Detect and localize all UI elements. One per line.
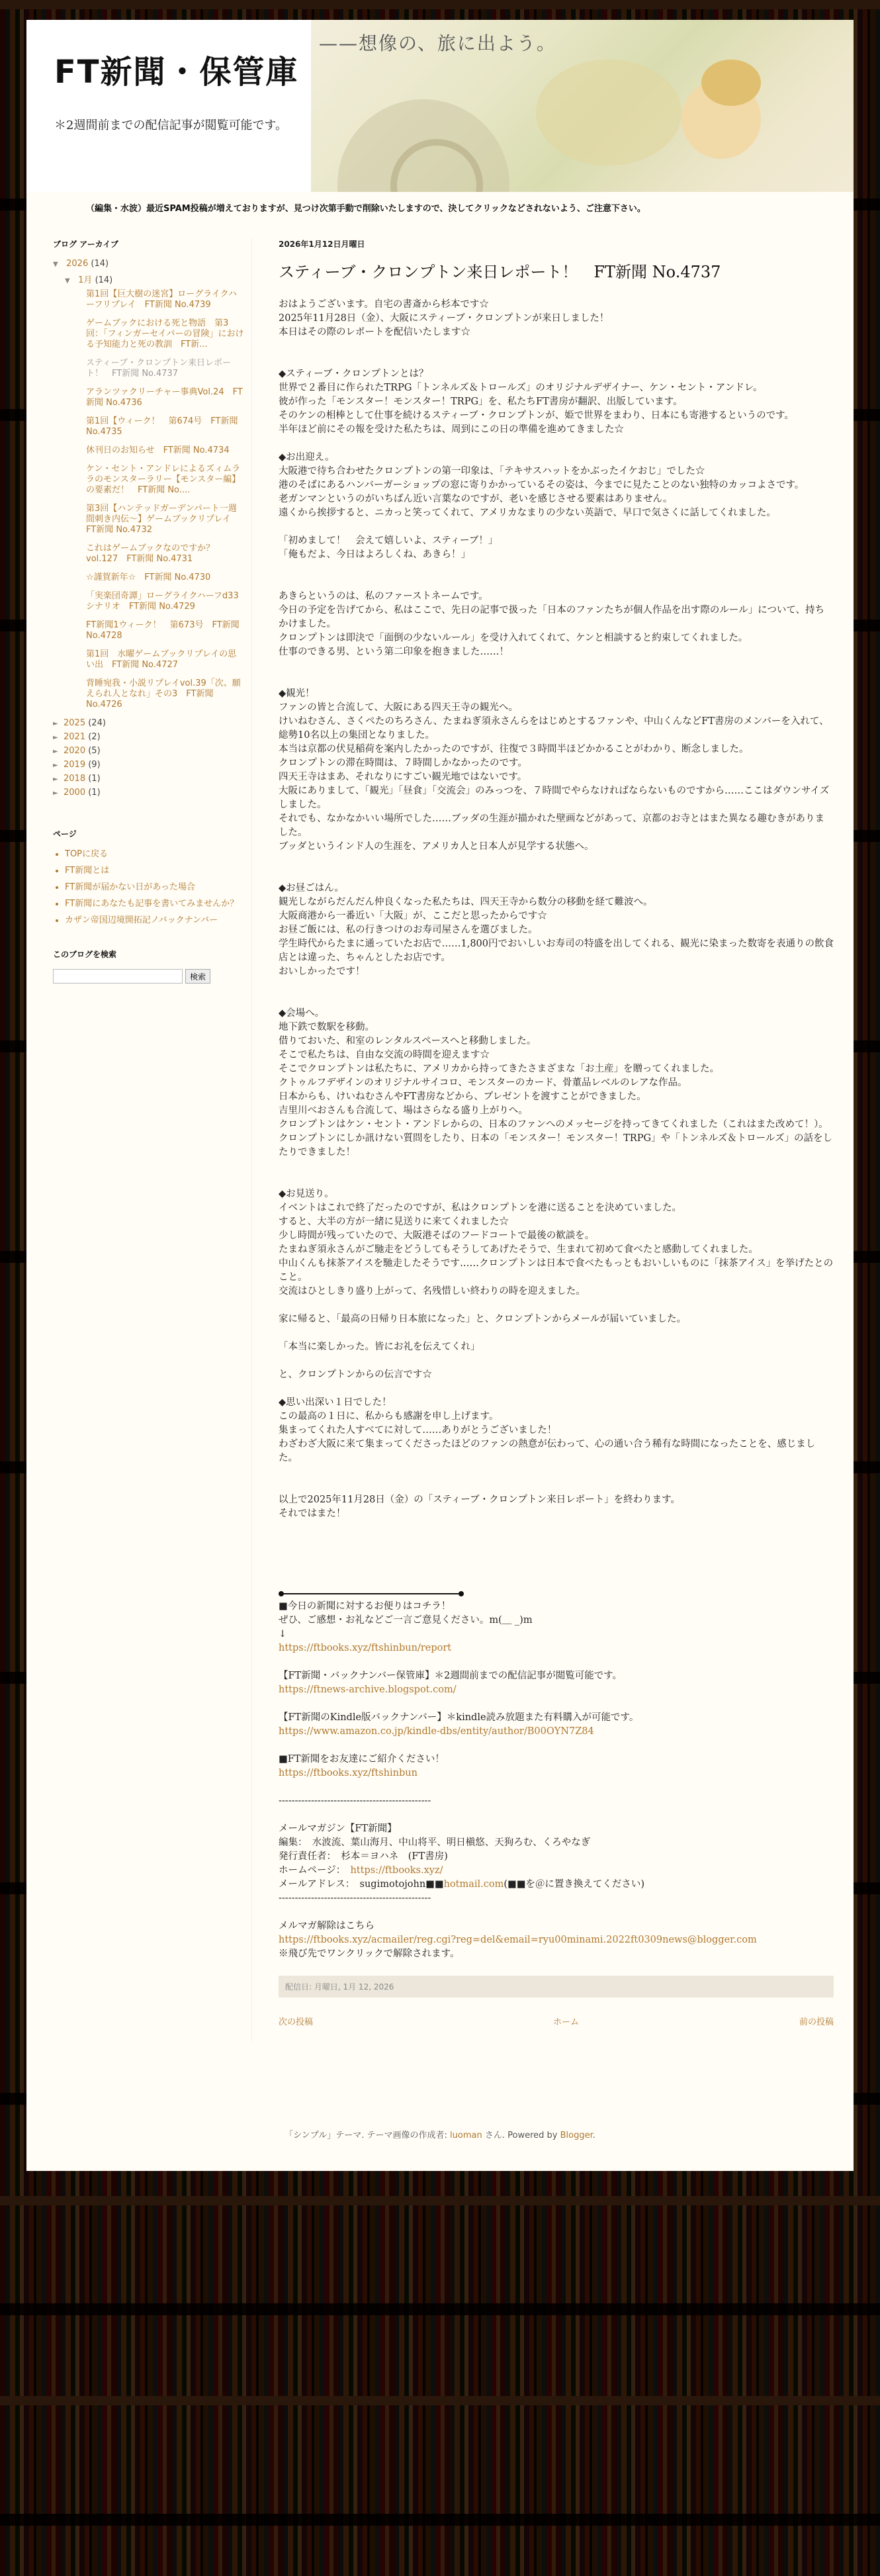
archive-year[interactable] [53, 788, 245, 798]
archive-post-link[interactable]: 第1回【ウィーク！ 第674号 FT新聞 No.4735 [86, 416, 238, 437]
post-paragraph: 「初めまして！ 会えて嬉しいよ、スティーブ！」 「俺もだよ、今日はよろしくね、あきら！」 [279, 535, 498, 560]
post-paragraph: 以上で2025年11月28日（金）の「スティーブ・クロンプトン来日レポート」を終わります。 それではまた！ [279, 1495, 680, 1519]
newsletter-block [279, 1753, 834, 1780]
page-link[interactable]: • FT新聞が届かない日があった場合 [65, 882, 245, 893]
archive-post-link[interactable]: 第3回【ハンテッドガーデンパート一週間刺き内伝〜】ゲームブックリプレイ FT新聞 No.4732 [86, 504, 240, 535]
blog-header [26, 20, 854, 192]
post-paragraph: 家に帰ると、「最高の日帰り日本旅になった」と、クロンプトンからメールが届いていました。 [279, 1314, 686, 1324]
pages-list [53, 849, 245, 926]
post-date: 2026年1月12日月曜日 [279, 240, 365, 249]
post-paragraph: 「本当に楽しかった。皆にお礼を伝えてくれ」 [279, 1342, 480, 1352]
notice-bar [26, 192, 854, 225]
page-link[interactable]: • TOPに戻る [65, 849, 245, 860]
archive-count: (14) [95, 275, 113, 285]
newsletter-block-link[interactable]: https://ftbooks.xyz/ftshinbun [279, 1768, 418, 1778]
post-body [279, 298, 834, 1961]
sidebar [53, 238, 245, 984]
main-content [251, 238, 834, 2041]
posted-date[interactable]: 配信日: 月曜日, 1月 12, 2026 [285, 1982, 394, 1992]
magazine-info-line: 発行責任者： 杉本＝ヨハネ (FT書房) [279, 1851, 448, 1862]
older-post-link[interactable]: 前の投稿 [799, 2017, 834, 2027]
unsubscribe-label: メルマガ解除はこちら [279, 1921, 374, 1931]
archive-post-link[interactable]: アランツァクリーチャー事典Vol.24 FT新聞 No.4736 [86, 387, 243, 408]
search-input[interactable] [53, 969, 183, 984]
archive-count: (5) [88, 746, 101, 756]
blog-title[interactable]: FT新聞・保管庫 [54, 54, 299, 91]
collapsed-triangle-icon[interactable]: ► [53, 762, 58, 769]
post-paragraph: おはようございます。自宅の書斎から杉本です☆ 2025年11月28日（金）、大阪にスティーブ・クロンプトンが来日しました！ 本日はその際のレポートを配信いたします☆ [279, 299, 609, 338]
page-link[interactable]: • FT新聞とは [65, 865, 245, 876]
post-paragraph: ◆思い出深い１日でした！ この最高の１日に、私からも感謝を申し上げます。 集まってくれた人すべてに対して……ありがとうございました！ わざわざ大阪に来て集まってくださったほどのファンの熱意が伝わって、心の通い合う稀有な時間になったことを、感じました。 [279, 1397, 816, 1463]
blogger-link[interactable]: Blogger [560, 2131, 593, 2140]
post-paragraph: ◆スティーブ・クロンプトンとは？ 世界で２番目に作られたTRPG「トンネルズ＆トロールズ」のオリジナルデザイナー、ケン・セント・アンドレ。 彼が作った「モンスター！モンスター！TRPG」を、私たちFT書房が翻訳、出版しています。 そのケンの相棒として仕事を続けるスティーブ・クロンプトンが、姫で世界をまわり、日本にも寄港するというのです。 半年ほど前にその報を受けた私たちは、周到にこの日の準備を進めてきました☆ [279, 369, 794, 435]
mail-link[interactable]: hotmail.com [443, 1879, 504, 1890]
archive-month-link[interactable]: 1月 [78, 275, 93, 285]
post-footer [279, 1976, 834, 1998]
attribution-text: さん. Powered by [482, 2131, 560, 2140]
search-button[interactable]: 検索 [185, 969, 210, 984]
post-paragraph: ◆会場へ。 地下鉄で数駅を移動。 借りておいた、和室のレンタルスペースへと移動しました。 そこで私たちは、自由な交流の時間を迎えます☆ そこでクロンプトンは私たちに、アメリカから持ってきたさまざまな「お土産」を贈ってくれました。 クトゥルフデザインのオリジナルサイコロ、モンスターのカード、骨董品レベルのレアな作品。 日本からも、けいねむさんやFT書房などから、プレゼントを渡すことができました。 吉里川べおさんも合流して、場はさらなる盛り上がりへ。 クロンプトンはケン・セント・アンドレからの、日本のファンへのメッセージを持ってきてくれました（これはまた改めて！）。 クロンプトンにしか訊けない質問をしたり、日本の「モンスター！モンスター！TRPG」や「トンネルズ＆トロールズ」の話をしたりできました！ [279, 1008, 832, 1158]
archive-post-list [86, 289, 245, 710]
newsletter-block-link[interactable]: https://ftnews-archive.blogspot.com/ [279, 1684, 457, 1695]
search-heading: このブログを検索 [53, 950, 117, 959]
newsletter-block-text: ■FT新聞をお友達にご紹介ください！ [279, 1754, 445, 1765]
archive-year[interactable] [53, 774, 245, 784]
mail-label: メールアドレス： sugimotojohn [279, 1879, 426, 1890]
archive-post-link[interactable]: ケン・セント・アンドレによるズィムララのモンスターラリー【モンスター編】の要素だ！ FT新聞 No.... [86, 464, 241, 495]
character-hair-illustration [701, 60, 761, 106]
archive-post-link[interactable]: これはゲームブックなのですか？ vol.127 FT新聞 No.4731 [86, 543, 224, 564]
magazine-info [279, 1822, 834, 1864]
bookshelf-band [0, 2396, 880, 2405]
newsletter-block [279, 1711, 834, 1739]
post-paragraph: ◆お見送り。 イベントはこれで終了だったのですが、私はクロンプトンを港に送ることを決めていました。 すると、大半の方が一緒に見送りに来てくれました☆ 少し時間が残っていたので、大阪港そばのフードコートで最後の歓談を。 たまねぎ須永さんがご馳走をどうしてもそうしてあげたそうで、生まれて初めて食べたと感動してくれました。 中山くんも抹茶アイスを馳走したそうです……クロンプトンは日本で食べたもっともおいしいものに「抹茶アイス」を挙げたとのこと。 交流はひとしきり盛り上がって、名残惜しい終わりの時を迎えました。 [279, 1189, 834, 1297]
page-link[interactable]: • FT新聞にあなたも記事を書いてみませんか？ [65, 898, 245, 909]
magazine-info-line: メールマガジン【FT新聞】 [279, 1823, 397, 1834]
header-image [311, 20, 854, 192]
newsletter-block-text: 【FT新聞のKindle版バックナンバー】＊kindle読み放題また有料購入が可能です。 [279, 1712, 639, 1723]
archive-post-link[interactable]: 第1回 水曜ゲームブックリプレイの思い出 FT新聞 No.4727 [86, 649, 237, 670]
collapsed-triangle-icon[interactable]: ► [53, 734, 58, 741]
archive-year-link[interactable]: 2020 [64, 746, 86, 756]
expand-triangle-icon[interactable]: ▼ [53, 261, 58, 268]
post-paragraphs [279, 298, 834, 1521]
archive-year[interactable] [53, 746, 245, 756]
newsletter-block [279, 1669, 834, 1697]
post-paragraph: あきらというのは、私のファーストネームです。 今日の予定を告げてから、私はここで、先日の記事で扱った「日本のファンたちが個人作品を出す際のルール」について、持ちかけました。 クロンプトンは即決で「面倒の少ないルール」を受け入れてくれて、ケンと相談すると約束してくれました。 仕事のできる男、という第二印象を抱きました……！ [279, 591, 825, 657]
newsletter-block-text: 【FT新聞・バックナンバー保管庫】＊2週間前までの配信記事が閲覧可能です。 [279, 1671, 623, 1681]
unsubscribe-note: ※飛び先でワンクリックで解除されます。 [279, 1949, 460, 1959]
newsletter-block-link[interactable]: https://www.amazon.co.jp/kindle-dbs/entity/author/B00OYN7Z84 [279, 1726, 594, 1737]
collapsed-triangle-icon[interactable]: ► [53, 720, 58, 727]
flower-illustration [536, 60, 682, 165]
homepage-label: ホームページ： [279, 1865, 351, 1876]
separator-line: ----------------------------------------------- [279, 1893, 431, 1904]
archive-post-link[interactable]: スティーブ・クロンプトン来日レポート！ FT新聞 No.4737 [86, 358, 232, 379]
archive-year-link[interactable]: 2021 [64, 732, 86, 742]
archive-heading: ブログ アーカイブ [53, 240, 118, 249]
archive-year-link[interactable]: 2025 [64, 718, 86, 728]
mail-suffix: (■■を＠に置き換えてください) [504, 1879, 645, 1890]
archive-count: (24) [88, 718, 106, 728]
archive-post-link[interactable]: 第1回【巨大樹の迷宮】ローグライクハーフリプレイ FT新聞 No.4739 [86, 289, 237, 310]
archive-years [53, 718, 245, 798]
attribution-text: . [592, 2131, 595, 2140]
separator-line: ----------------------------------------------- [279, 1796, 431, 1806]
collapsed-triangle-icon[interactable]: ► [53, 748, 58, 755]
archive-year-link[interactable]: 2026 [66, 259, 89, 269]
newsletter-block-text: ■今日の新聞に対するお便りはコチラ！ ぜひ、ご感想・お礼などご一言ご意見ください。m(＿ _)m ↓ [279, 1601, 533, 1639]
archive-post-link[interactable]: 休刊日のお知らせ FT新聞 No.4734 [86, 445, 230, 455]
pages-heading: ページ [53, 829, 77, 839]
unsubscribe-link[interactable]: https://ftbooks.xyz/acmailer/reg.cgi?reg=del&email=ryu00minami.2022ft0309news@blogger.com [279, 1935, 757, 1945]
archive-year-link[interactable]: 2018 [64, 774, 86, 784]
archive-year-link[interactable]: 2019 [64, 760, 86, 770]
collapsed-triangle-icon[interactable]: ► [53, 776, 58, 783]
archive-year-link[interactable]: 2000 [64, 788, 86, 798]
post-paragraph: ◆お昼ごはん。 観光しながらだんだん仲良くなった私たちは、四天王寺から数分の移動を経て難波へ。 大阪商港から一番近い「大阪」が、ここだと思ったからです☆ お昼ご飯には、私の行きつけのお寿司屋さんを選びました。 学生時代からたまに通っていたお店で……1,800円でおいしいお寿司の特盛を出してくれる、観光に染まった数寄を表通りの飲食店とは違った、ちゃんとしたお店です。 おいしかったです！ [279, 883, 834, 977]
decorative-divider [279, 1590, 464, 1597]
page-link[interactable]: • カザン帝国辺境開拓記ノバックナンバー [65, 915, 245, 926]
post-title: スティーブ・クロンプトン来日レポート！ FT新聞 No.4737 [279, 263, 721, 281]
spam-notice: （編集・水波）最近SPAM投稿が増えておりますが、見つけ次第手動で削除いたしますので、決してクリックなどされないよう、ご注意下さい。 [86, 204, 646, 214]
homepage-row [279, 1864, 834, 1878]
archive-year-2026[interactable] [53, 259, 245, 269]
archive-post-link[interactable]: 「実楽団奇譚」ローグライクハーフd33シナリオ FT新聞 No.4729 [86, 591, 239, 612]
expand-triangle-icon[interactable]: ▼ [65, 277, 70, 285]
newsletter-block [279, 1600, 834, 1655]
bookshelf-band [0, 2196, 880, 2205]
archive-post-link[interactable]: 背睡宛我・小説リプレイvol.39「次、願えられ人となれ」その3 FT新聞 No.4726 [86, 678, 241, 710]
blog-description: ＊2週間前までの配信記事が閲覧可能です。 [54, 118, 288, 132]
newer-post-link[interactable]: 次の投稿 [279, 2017, 314, 2027]
header-tagline: ——想像の、旅に出よう。 [319, 32, 556, 54]
magazine-info-line: 編集： 水波流、葉山海月、中山将平、明日槇悠、天狗ろむ、くろやなぎ [279, 1837, 591, 1848]
archive-post-link[interactable]: ☆謹賀新年☆ FT新聞 No.4730 [86, 573, 211, 582]
post-paragraph: ◆観光！ ファンの皆と合流して、大阪にある四天王寺の観光へ。 けいねむさん、さくぺたのちろさん、たまねぎ須永さんらをはじめとするファンや、中山くんなどFT書房のメンバーを入れて、総勢10名以上の集団となりました。 本当は京都の伏見稲荷を案内したかったのですが、往復で３時間半ほどかかることがわかり、断念しました。 クロンプトンの滞在時間は、７時間しかなかったのです。 四天王寺はまあ、それなりにすごい観光地ではないです。 大阪にありまして、「観光」「昼食」「交流会」のみっつを、７時間でやらなければならないものですから……ここはダウンサイズしました。 それでも、なかなかいい場所でした……ブッダの生涯が描かれた壁画などがあって、京都のお寺とはまた異なる趣むきがありました。 ブッダというインド人の生涯を、アメリカ人と日本人が見学する状態へ。 [279, 688, 830, 852]
blog-container [26, 20, 854, 2171]
archive-count: (14) [91, 259, 109, 269]
archive-year[interactable] [53, 732, 245, 742]
mail-mid: ■■ [425, 1879, 444, 1890]
search-form [53, 969, 245, 984]
archive-count: (2) [88, 732, 101, 742]
bookshelf-band [0, 0, 880, 9]
archive-post-link[interactable]: FT新聞1ウィーク！ 第673号 FT新聞 No.4728 [86, 620, 240, 641]
archive-year[interactable] [53, 718, 245, 728]
post-paragraph: と、クロンプトンからの伝言です☆ [279, 1369, 432, 1380]
archive-month-jan[interactable] [65, 273, 245, 285]
archive-count: (1) [88, 788, 101, 798]
newsletter-links [279, 1600, 834, 1780]
archive-count: (1) [88, 774, 101, 784]
post-navigation [279, 2015, 834, 2041]
post-paragraph: ◆お出迎え。 大阪港で待ち合わせたクロンプトンの第一印象は、「テキサスハットをかぶったイケおじ」でした☆ 港のそばにあるハンバーガーショップの窓に寄りかかっているその姿は、今までに見たことのない独特のカッコよさです。 老ガンマンというのがいちばん近い言葉なのですが、老いを感じさせる要素はありません。 遠くから挨拶すると、ニカっと笑ってくれて、アメリカなまりの少ない英語で、早口で気さくに話してくれました。 [279, 452, 805, 518]
home-link[interactable]: ホーム [553, 2017, 580, 2027]
attribution-text: 「シンプル」テーマ. テーマ画像の作成者: [285, 2131, 451, 2140]
archive-year[interactable] [53, 760, 245, 770]
theme-author-link[interactable]: luoman [450, 2131, 482, 2140]
archive-post-link[interactable]: ゲームブックにおける死と物語 第3回：「フィンガーセイバーの冒険」における予知能力と死の教訓 FT新... [86, 318, 244, 349]
newsletter-block-link[interactable]: https://ftbooks.xyz/ftshinbun/report [279, 1643, 452, 1653]
mail-row [279, 1878, 834, 1892]
homepage-link[interactable]: https://ftbooks.xyz/ [350, 1865, 443, 1876]
archive-count: (9) [88, 760, 101, 770]
theme-attribution [26, 2128, 854, 2140]
collapsed-triangle-icon[interactable]: ► [53, 790, 58, 797]
